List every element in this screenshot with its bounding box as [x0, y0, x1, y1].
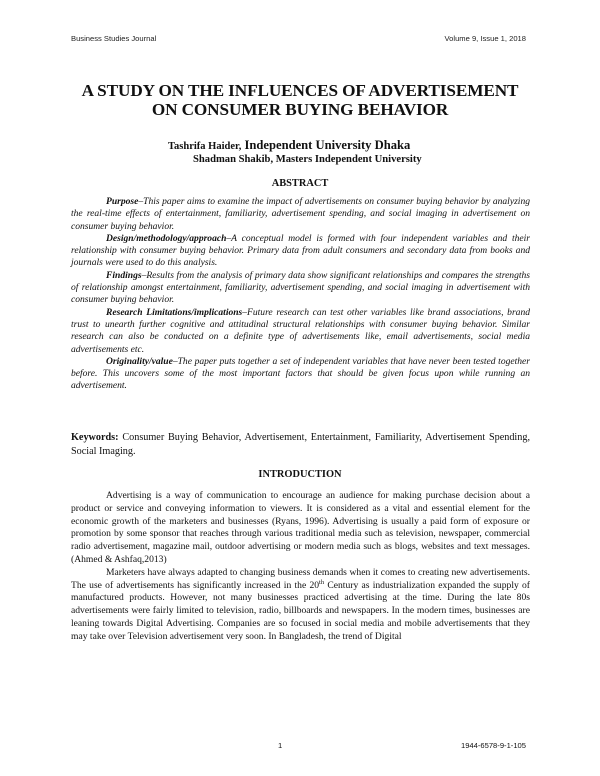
keywords-label: Keywords:	[71, 432, 119, 443]
superscript-th: th	[319, 578, 325, 586]
purpose-text: –This paper aims to examine the impact of advertisements on consumer buying behavior by analyzing the real-time effects of entertainment, familiarity, advertisement spending, and social imaging in advertisement on consumer buying behavior.	[71, 196, 530, 232]
abstract-heading: ABSTRACT	[271, 178, 329, 189]
author-1	[168, 138, 410, 153]
intro-paragraph-1: Advertising is a way of communication to encourage an audience for making purchase decision about a product or service and conveying information to viewers. It is considered as a vital and essential element for the economic growth of the marketers and businesses (Ryans, 1996). Advertising is usually a paid form of exposure or promotion by some sponsor that reaches through various traditional media such as television, newspaper, commercial radio advertisement, magazine mail, outdoor advertising or modern media such as blogs, websites and text messages.(Ahmed & Ashfaq,2013)	[71, 490, 530, 565]
keywords	[71, 431, 530, 458]
title-line-2: ON CONSUMER BUYING BEHAVIOR	[151, 100, 449, 119]
title-line-1: A STUDY ON THE INFLUENCES OF ADVERTISEMENT	[81, 81, 519, 100]
originality-text: –The paper puts together a set of independent variables that have never been tested together before. This uncovers some of the most important factors that should be given focus upon while running an advertisement.	[71, 355, 530, 392]
keywords-text: Consumer Buying Behavior, Advertisement, Entertainment, Familiarity, Advertisement Spending, Social Imaging.	[71, 432, 530, 457]
author-1-name: Tashrifa Haider,	[168, 141, 242, 152]
originality-label: Originality/value	[106, 355, 173, 367]
abstract-findings	[71, 270, 530, 307]
intro-p2-part-b: Century as industrialization expanded the supply of manufactured products. However, not many businesses practiced advertising at the time. During the late 80s advertisements were fairly limited to television, radio, billboards and newspapers. In the modern times, businesses are leaning towards Digital Advertising. Companies are so focused in social media and mobile advertisements that they may take over Television advertisement very soon. In Bangladesh, the trend of Digital	[71, 579, 531, 642]
design-label: Design/methodology/approach	[106, 232, 227, 244]
design-text: –A conceptual model is formed with four independent variables and their relationship with consumer buying behavior. Primary data from adult consumers and secondary data from books and journals were used to do this analysis.	[71, 232, 530, 269]
introduction-heading: INTRODUCTION	[258, 469, 342, 480]
limitations-label: Research Limitations/implications	[106, 306, 243, 318]
findings-text: –Results from the analysis of primary data show significant relationships and compares the strengths of relationship amongst entertainment, familiarity, advertisement spending, and social imaging in advertisement with consumer buying behavior.	[71, 269, 530, 306]
issn-code: 1944-6578-9-1-105	[460, 741, 526, 750]
author-2: Shadman Shakib, Masters Independent University	[193, 154, 422, 165]
limitations-text: –Future research can test other variables like brand associations, brand trust to unearth further cognitive and attitudinal structural relationships with consumer buying behavior. Similar research can also be conducted on a definite type of advertisements like, email advertisements, social media advertisements etc.	[71, 306, 530, 355]
introduction-body	[71, 490, 530, 644]
abstract-purpose	[71, 196, 530, 233]
intro-p2-part-a: Marketers have always adapted to changing business demands when it comes to creating new advertisements. The use of advertisements has significantly increased in the 20	[71, 566, 530, 591]
page-number: 1	[278, 741, 283, 750]
abstract-originality	[71, 356, 530, 393]
intro-paragraph-2	[71, 567, 530, 644]
abstract-limitations	[71, 307, 530, 356]
findings-label: Findings	[106, 269, 142, 281]
author-1-affiliation: Independent University Dhaka	[241, 138, 411, 152]
purpose-label: Purpose	[106, 196, 139, 207]
paper-title	[40, 81, 560, 119]
abstract-body	[71, 196, 530, 393]
journal-name: Business Studies Journal	[71, 34, 157, 43]
volume-issue: Volume 9, Issue 1, 2018	[444, 34, 526, 43]
abstract-design	[71, 233, 530, 270]
